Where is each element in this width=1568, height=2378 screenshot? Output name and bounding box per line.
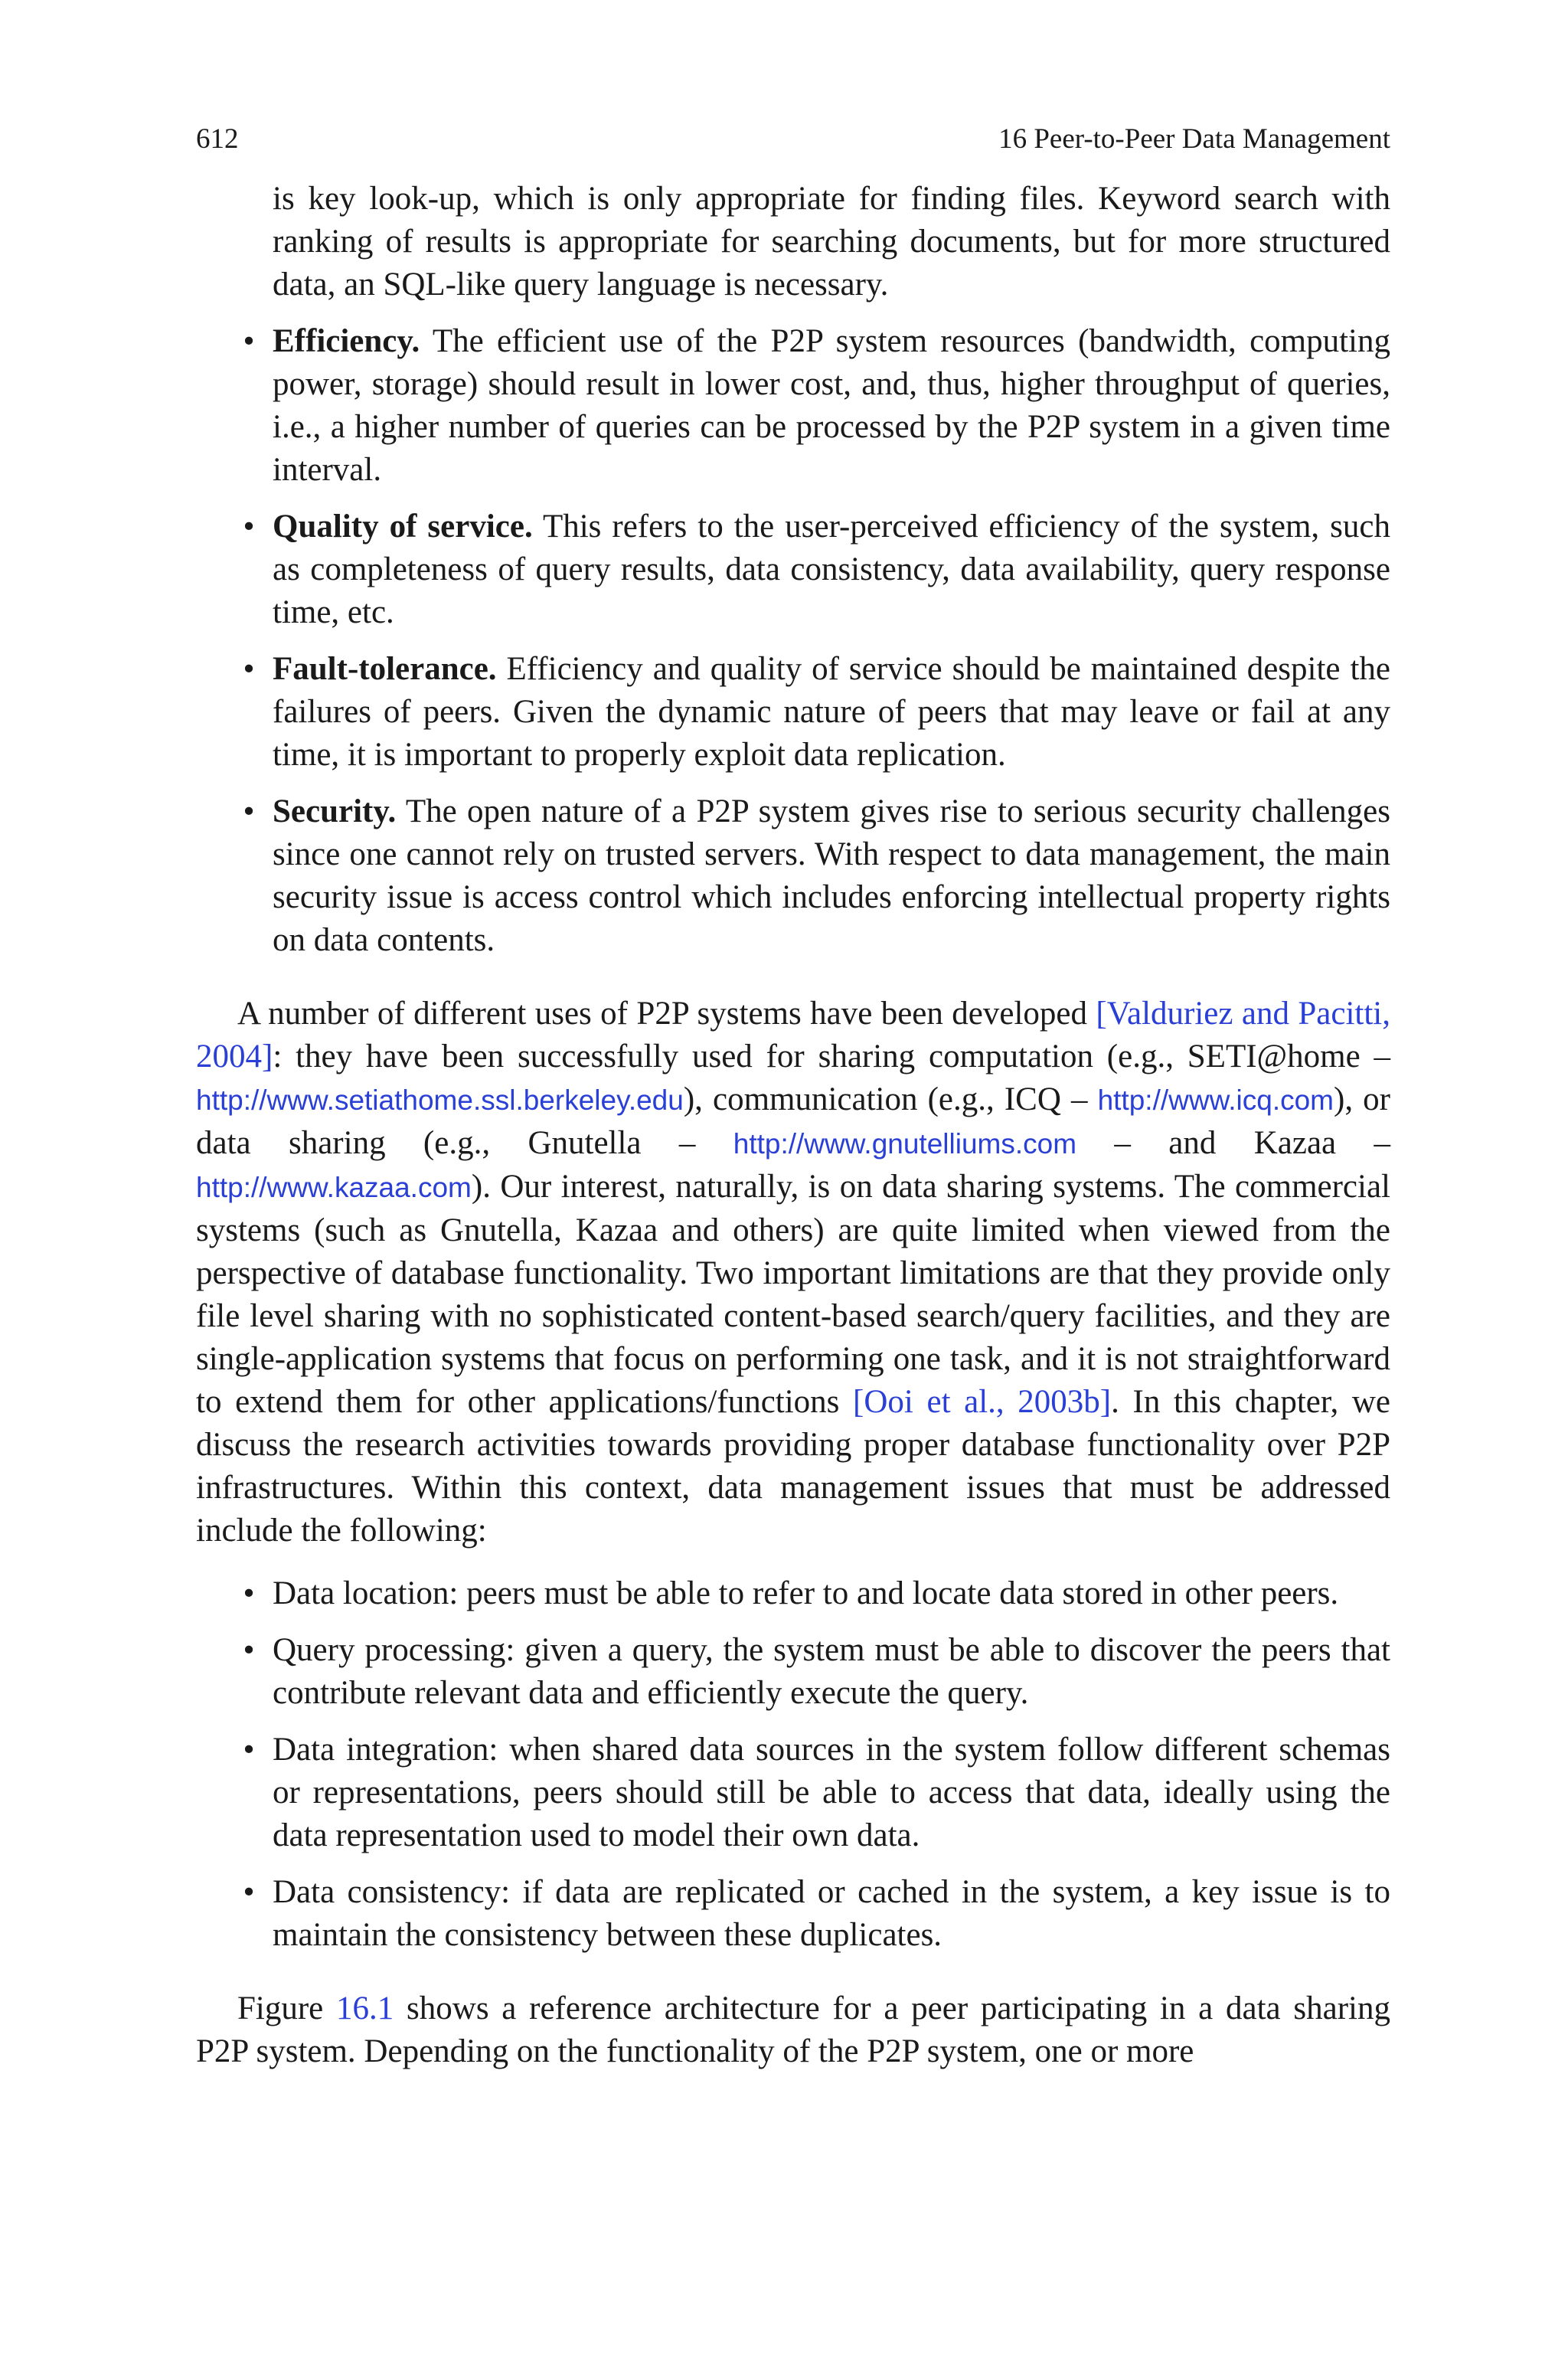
running-head: [196, 123, 1390, 156]
list-item: [196, 320, 1390, 492]
list-item: [196, 505, 1390, 634]
architecture-paragraph: [196, 1987, 1390, 2073]
citation-link-valduriez[interactable]: [Valduriez and Pacitti, 2004]: [196, 996, 1390, 1075]
url-link-icq[interactable]: http://www.icq.com: [1097, 1084, 1334, 1116]
uses-paragraph: [196, 993, 1390, 1552]
bullet-icon: •: [243, 793, 255, 829]
issue-text: Data integration: when shared data sources in the system follow different schemas or representations, peers should still be able to access that data, ideally using the data representation used to model their own data.: [273, 1732, 1390, 1853]
requirement-term: Security.: [273, 793, 397, 829]
text-run: ), communication (e.g., ICQ –: [683, 1081, 1098, 1117]
page-number: 612: [196, 123, 239, 155]
bullet-icon: •: [243, 1575, 255, 1611]
text-run: – and Kazaa –: [1076, 1125, 1390, 1161]
bullet-icon: •: [243, 651, 255, 687]
requirement-text: The efficient use of the P2P system resources (bandwidth, computing power, storage) should result in lower cost, and, thus, higher throughput of queries, i.e., a higher number of queries can be processed by the P2P system in a given time interval.: [273, 323, 1390, 488]
issue-text: Query processing: given a query, the system must be able to discover the peers that contribute relevant data and efficiently execute the query.: [273, 1632, 1390, 1711]
figure-reference-link[interactable]: 16.1: [336, 1990, 394, 2026]
url-link-kazaa[interactable]: http://www.kazaa.com: [196, 1172, 472, 1203]
citation-link-ooi[interactable]: [Ooi et al., 2003b]: [853, 1384, 1112, 1420]
issues-list: [196, 1572, 1390, 1957]
requirements-list: [196, 320, 1390, 962]
bullet-icon: •: [243, 1732, 255, 1768]
list-item: [196, 648, 1390, 777]
url-link-gnutelliums[interactable]: http://www.gnutelliums.com: [733, 1128, 1077, 1160]
requirement-term: Efficiency.: [273, 323, 420, 359]
bullet-icon: •: [243, 1632, 255, 1668]
text-run: shows a reference architecture for a peer participating in a data sharing P2P system. Depending on the functionality of the P2P system, one or more: [196, 1990, 1390, 2069]
list-item: [196, 790, 1390, 962]
text-run: ). Our interest, naturally, is on data sharing systems. The commercial systems (such as Gnutella, Kazaa and others) are quite limited when viewed from the perspective of database functionality. Two important limitations are that they provide only file level sharing with no sophisticated content-based search/query facilities, and they are single-application systems that focus on performing one task, and it is not straightforward to extend them for other applications/functions: [196, 1169, 1390, 1420]
continuation-paragraph: is key look-up, which is only appropriate for finding files. Keyword search with ranking of results is appropriate for searching documents, but for more structured data, an SQL-like query language is necessary.: [273, 181, 1390, 303]
requirement-term: Quality of service.: [273, 509, 533, 545]
list-item: [196, 1729, 1390, 1857]
chapter-title: 16 Peer-to-Peer Data Management: [998, 123, 1390, 155]
list-item: [196, 1629, 1390, 1715]
bullet-icon: •: [243, 323, 255, 359]
requirement-text: Efficiency and quality of service should be maintained despite the failures of peers. Given the dynamic nature of peers that may leave or fail at any time, it is important to properly exploit data replication.: [273, 651, 1390, 773]
list-item: [196, 1871, 1390, 1957]
requirement-text: This refers to the user-perceived efficiency of the system, such as completeness of query results, data consistency, data availability, query response time, etc.: [273, 509, 1391, 630]
bullet-icon: •: [243, 509, 255, 545]
text-run: ), or data sharing (e.g., Gnutella –: [196, 1081, 1390, 1161]
issue-text: Data location: peers must be able to refer to and locate data stored in other peers.: [273, 1575, 1339, 1611]
page: [196, 123, 1390, 2073]
text-run: . In this chapter, we discuss the research activities towards providing proper database functionality over P2P infrastructures. Within this context, data management issues that must be addressed include the following:: [196, 1384, 1391, 1549]
issue-text: Data consistency: if data are replicated or cached in the system, a key issue is to maintain the consistency between these duplicates.: [273, 1874, 1390, 1953]
url-link-setiathome[interactable]: http://www.setiathome.ssl.berkeley.edu: [196, 1084, 684, 1116]
requirement-text: The open nature of a P2P system gives rise to serious security challenges since one cannot rely on trusted servers. With respect to data management, the main security issue is access control which includes enforcing intellectual property rights on data contents.: [273, 793, 1390, 958]
text-run: Figure: [237, 1990, 337, 2026]
bullet-icon: •: [243, 1874, 255, 1910]
list-item: [196, 1572, 1390, 1615]
text-run: A number of different uses of P2P systems have been developed: [237, 996, 1096, 1032]
requirement-term: Fault-tolerance.: [273, 651, 497, 687]
text-run: : they have been successfully used for sharing computation (e.g., SETI@home –: [273, 1039, 1390, 1075]
